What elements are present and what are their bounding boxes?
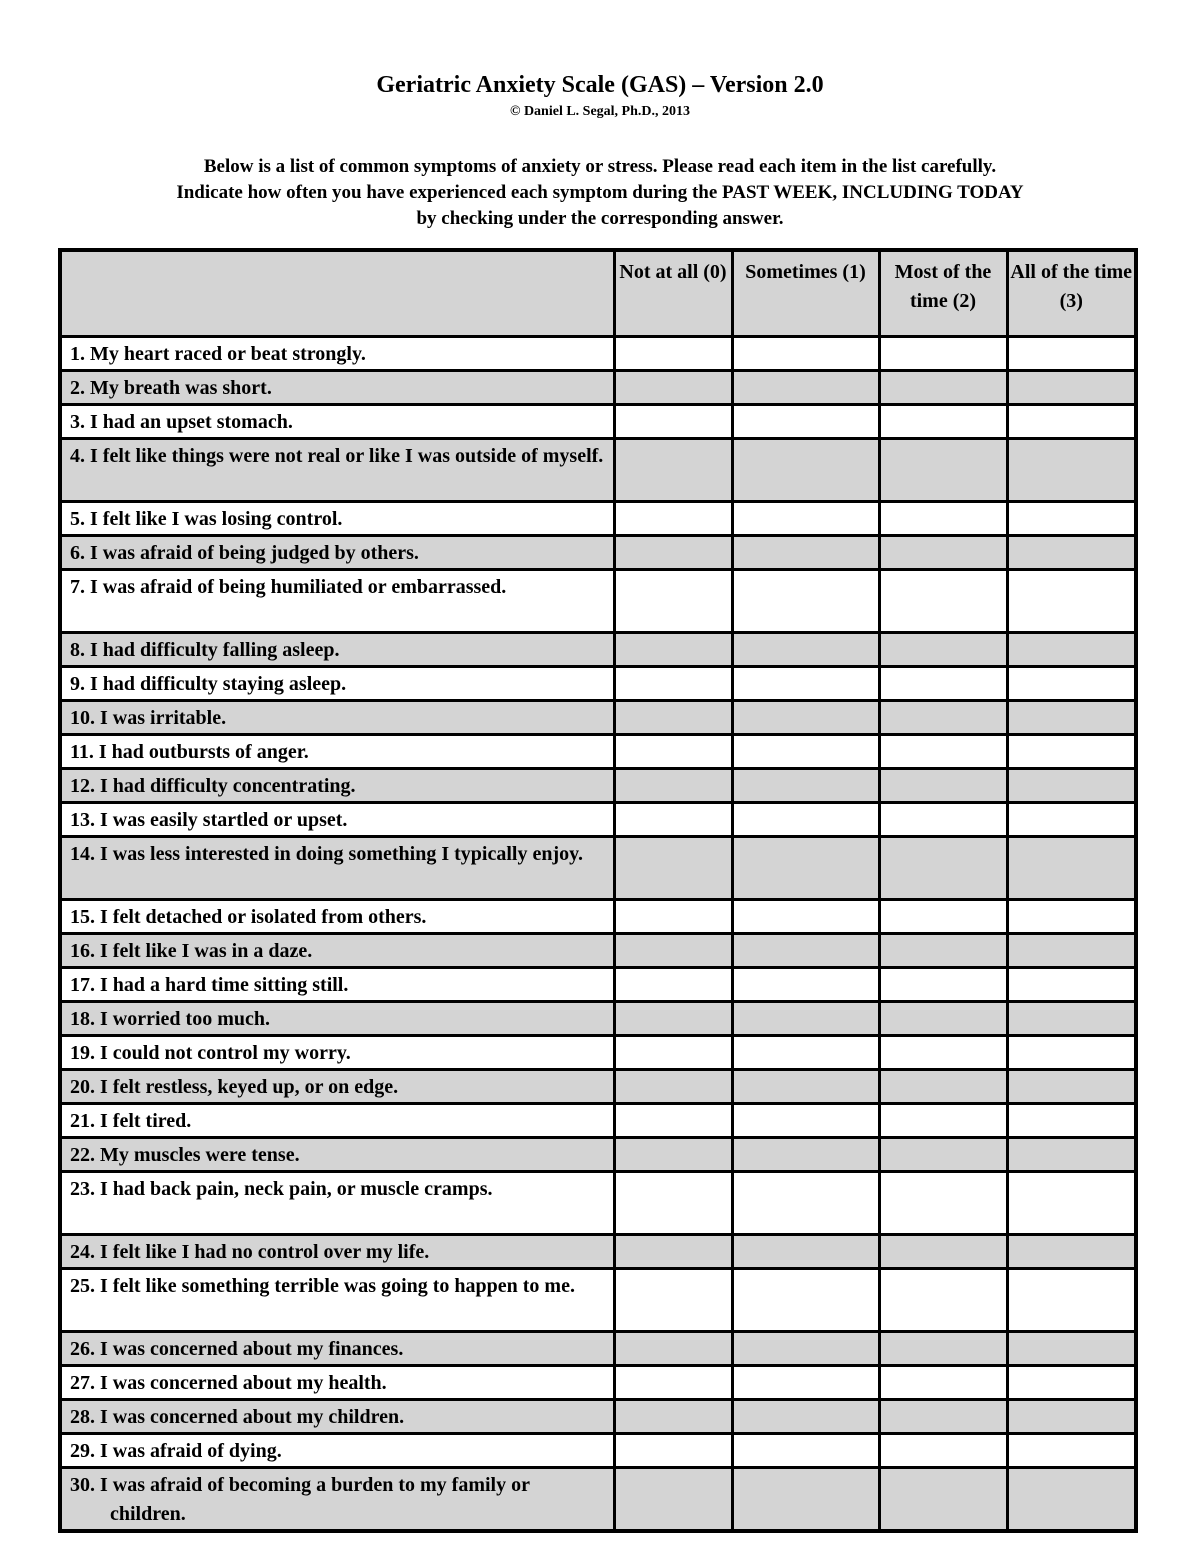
item-row — [60, 404, 1136, 438]
answer-sometimes[interactable] — [732, 1433, 879, 1467]
form-title: Geriatric Anxiety Scale (GAS) – Version 2.0 — [376, 72, 824, 98]
answer-all-of-the-time[interactable] — [1007, 700, 1136, 734]
answer-most-of-the-time[interactable] — [879, 501, 1007, 535]
item-cell — [60, 438, 614, 501]
answer-all-of-the-time[interactable] — [1007, 967, 1136, 1001]
header-all-of-the-time: All of the time (3) — [1007, 250, 1136, 336]
answer-sometimes[interactable] — [732, 700, 879, 734]
item-cell — [60, 836, 614, 899]
item-text: 24. I felt like I had no control over my life. — [70, 1240, 430, 1263]
answer-all-of-the-time[interactable] — [1007, 535, 1136, 569]
answer-sometimes[interactable] — [732, 666, 879, 700]
header-not-at-all: Not at all (0) — [614, 250, 732, 336]
item-cell — [60, 569, 614, 632]
answer-not-at-all[interactable] — [614, 535, 732, 569]
answer-not-at-all[interactable] — [614, 933, 732, 967]
item-text: 19. I could not control my worry. — [70, 1041, 351, 1064]
answer-all-of-the-time[interactable] — [1007, 768, 1136, 802]
item-row — [60, 1467, 1136, 1531]
item-text: 18. I worried too much. — [70, 1007, 270, 1030]
answer-not-at-all[interactable] — [614, 1001, 732, 1035]
answer-all-of-the-time[interactable] — [1007, 569, 1136, 632]
answer-not-at-all[interactable] — [614, 632, 732, 666]
instructions — [60, 154, 1140, 232]
item-cell — [60, 1365, 614, 1399]
item-row — [60, 569, 1136, 632]
item-row — [60, 336, 1136, 370]
answer-not-at-all[interactable] — [614, 700, 732, 734]
answer-sometimes[interactable] — [732, 1035, 879, 1069]
answer-sometimes[interactable] — [732, 1001, 879, 1035]
answer-most-of-the-time[interactable] — [879, 438, 1007, 501]
item-cell — [60, 666, 614, 700]
instructions-line-1: Below is a list of common symptoms of anxiety or stress. Please read each item in the list carefully. — [203, 156, 997, 177]
answer-most-of-the-time[interactable] — [879, 1035, 1007, 1069]
item-row — [60, 836, 1136, 899]
answer-sometimes[interactable] — [732, 1171, 879, 1234]
item-cell — [60, 967, 614, 1001]
item-row — [60, 370, 1136, 404]
answer-sometimes[interactable] — [732, 1103, 879, 1137]
answer-not-at-all[interactable] — [614, 1137, 732, 1171]
answer-all-of-the-time[interactable] — [1007, 1331, 1136, 1365]
item-cell — [60, 535, 614, 569]
answer-most-of-the-time[interactable] — [879, 836, 1007, 899]
header-item-column — [60, 250, 614, 336]
item-row — [60, 1268, 1136, 1331]
item-row — [60, 768, 1136, 802]
answer-all-of-the-time[interactable] — [1007, 370, 1136, 404]
item-text: 9. I had difficulty staying asleep. — [70, 672, 347, 695]
answer-not-at-all[interactable] — [614, 1035, 732, 1069]
item-text: 26. I was concerned about my finances. — [70, 1337, 404, 1360]
answer-sometimes[interactable] — [732, 768, 879, 802]
answer-sometimes[interactable] — [732, 404, 879, 438]
item-row — [60, 1137, 1136, 1171]
answer-not-at-all[interactable] — [614, 1234, 732, 1268]
answer-all-of-the-time[interactable] — [1007, 1103, 1136, 1137]
answer-most-of-the-time[interactable] — [879, 933, 1007, 967]
answer-sometimes[interactable] — [732, 438, 879, 501]
answer-all-of-the-time[interactable] — [1007, 1234, 1136, 1268]
item-text: 29. I was afraid of dying. — [70, 1439, 282, 1462]
copyright-line: © Daniel L. Segal, Ph.D., 2013 — [509, 104, 691, 119]
answer-most-of-the-time[interactable] — [879, 404, 1007, 438]
answer-most-of-the-time[interactable] — [879, 1433, 1007, 1467]
answer-not-at-all[interactable] — [614, 1069, 732, 1103]
item-text: 10. I was irritable. — [70, 706, 227, 729]
answer-sometimes[interactable] — [732, 967, 879, 1001]
item-row — [60, 1234, 1136, 1268]
answer-sometimes[interactable] — [732, 370, 879, 404]
answer-all-of-the-time[interactable] — [1007, 1171, 1136, 1234]
item-row — [60, 535, 1136, 569]
item-cell — [60, 1001, 614, 1035]
answer-sometimes[interactable] — [732, 836, 879, 899]
item-row — [60, 1365, 1136, 1399]
item-text: 23. I had back pain, neck pain, or muscle cramps. — [70, 1177, 493, 1200]
answer-not-at-all[interactable] — [614, 768, 732, 802]
item-cell — [60, 768, 614, 802]
item-cell — [60, 1069, 614, 1103]
answer-most-of-the-time[interactable] — [879, 632, 1007, 666]
header-most-of-the-time: Most of the time (2) — [879, 250, 1007, 336]
item-cell — [60, 802, 614, 836]
item-row — [60, 1331, 1136, 1365]
item-row — [60, 802, 1136, 836]
item-text: 15. I felt detached or isolated from others. — [70, 905, 427, 928]
answer-sometimes[interactable] — [732, 899, 879, 933]
answer-not-at-all[interactable] — [614, 501, 732, 535]
answer-most-of-the-time[interactable] — [879, 1171, 1007, 1234]
answer-not-at-all[interactable] — [614, 370, 732, 404]
answer-all-of-the-time[interactable] — [1007, 1035, 1136, 1069]
anxiety-scale-table — [58, 248, 1138, 1533]
answer-not-at-all[interactable] — [614, 1103, 732, 1137]
item-cell — [60, 336, 614, 370]
item-text: 2. My breath was short. — [70, 376, 272, 399]
item-cell — [60, 1467, 614, 1531]
item-cell — [60, 1103, 614, 1137]
answer-all-of-the-time[interactable] — [1007, 1137, 1136, 1171]
header-row — [60, 250, 1136, 336]
item-text: 7. I was afraid of being humiliated or embarrassed. — [70, 575, 507, 598]
answer-sometimes[interactable] — [732, 734, 879, 768]
item-text: 8. I had difficulty falling asleep. — [70, 638, 340, 661]
answer-sometimes[interactable] — [732, 1069, 879, 1103]
item-cell — [60, 632, 614, 666]
answer-sometimes[interactable] — [732, 501, 879, 535]
answer-most-of-the-time[interactable] — [879, 569, 1007, 632]
answer-most-of-the-time[interactable] — [879, 967, 1007, 1001]
answer-all-of-the-time[interactable] — [1007, 1001, 1136, 1035]
answer-all-of-the-time[interactable] — [1007, 802, 1136, 836]
instructions-line-3: by checking under the corresponding answer. — [416, 208, 784, 229]
answer-not-at-all[interactable] — [614, 569, 732, 632]
item-row — [60, 438, 1136, 501]
answer-not-at-all[interactable] — [614, 1467, 732, 1531]
item-cell — [60, 501, 614, 535]
item-text: 6. I was afraid of being judged by others. — [70, 541, 419, 564]
answer-sometimes[interactable] — [732, 1331, 879, 1365]
answer-most-of-the-time[interactable] — [879, 734, 1007, 768]
answer-not-at-all[interactable] — [614, 1433, 732, 1467]
item-cell — [60, 1234, 614, 1268]
item-text: 11. I had outbursts of anger. — [70, 740, 309, 763]
item-cell — [60, 1268, 614, 1331]
answer-most-of-the-time[interactable] — [879, 899, 1007, 933]
item-row — [60, 933, 1136, 967]
item-cell — [60, 1137, 614, 1171]
answer-sometimes[interactable] — [732, 802, 879, 836]
answer-sometimes[interactable] — [732, 535, 879, 569]
header-sometimes: Sometimes (1) — [732, 250, 879, 336]
item-cell — [60, 1035, 614, 1069]
item-row — [60, 1433, 1136, 1467]
item-text: 5. I felt like I was losing control. — [70, 507, 343, 530]
answer-all-of-the-time[interactable] — [1007, 836, 1136, 899]
item-row — [60, 501, 1136, 535]
item-text: 14. I was less interested in doing something I typically enjoy. — [70, 842, 583, 865]
answer-not-at-all[interactable] — [614, 438, 732, 501]
item-row — [60, 666, 1136, 700]
answer-most-of-the-time[interactable] — [879, 666, 1007, 700]
item-text: 3. I had an upset stomach. — [70, 410, 293, 433]
item-text: 20. I felt restless, keyed up, or on edge. — [70, 1075, 399, 1098]
answer-not-at-all[interactable] — [614, 404, 732, 438]
item-row — [60, 967, 1136, 1001]
answer-not-at-all[interactable] — [614, 1365, 732, 1399]
item-cell — [60, 933, 614, 967]
answer-most-of-the-time[interactable] — [879, 1103, 1007, 1137]
answer-most-of-the-time[interactable] — [879, 1234, 1007, 1268]
item-text: 22. My muscles were tense. — [70, 1143, 300, 1166]
item-row — [60, 734, 1136, 768]
answer-not-at-all[interactable] — [614, 836, 732, 899]
answer-all-of-the-time[interactable] — [1007, 1433, 1136, 1467]
answer-most-of-the-time[interactable] — [879, 1365, 1007, 1399]
item-cell — [60, 1399, 614, 1433]
answer-sometimes[interactable] — [732, 1268, 879, 1331]
item-text: 30. I was afraid of becoming a burden to my family or children. — [70, 1473, 530, 1525]
item-text: 4. I felt like things were not real or like I was outside of myself. — [70, 444, 604, 467]
answer-sometimes[interactable] — [732, 1234, 879, 1268]
item-row — [60, 632, 1136, 666]
answer-all-of-the-time[interactable] — [1007, 666, 1136, 700]
answer-most-of-the-time[interactable] — [879, 700, 1007, 734]
answer-most-of-the-time[interactable] — [879, 336, 1007, 370]
item-row — [60, 1001, 1136, 1035]
item-cell — [60, 899, 614, 933]
answer-most-of-the-time[interactable] — [879, 1001, 1007, 1035]
item-cell — [60, 1331, 614, 1365]
instructions-line-2: Indicate how often you have experienced each symptom during the PAST WEEK, INCLUDING TODAY — [176, 182, 1024, 203]
item-row — [60, 899, 1136, 933]
answer-most-of-the-time[interactable] — [879, 370, 1007, 404]
answer-all-of-the-time[interactable] — [1007, 899, 1136, 933]
answer-sometimes[interactable] — [732, 632, 879, 666]
answer-most-of-the-time[interactable] — [879, 1268, 1007, 1331]
answer-most-of-the-time[interactable] — [879, 802, 1007, 836]
answer-not-at-all[interactable] — [614, 666, 732, 700]
answer-all-of-the-time[interactable] — [1007, 933, 1136, 967]
answer-all-of-the-time[interactable] — [1007, 1268, 1136, 1331]
item-row — [60, 1171, 1136, 1234]
answer-sometimes[interactable] — [732, 1365, 879, 1399]
answer-most-of-the-time[interactable] — [879, 768, 1007, 802]
answer-all-of-the-time[interactable] — [1007, 1365, 1136, 1399]
answer-all-of-the-time[interactable] — [1007, 404, 1136, 438]
item-text: 17. I had a hard time sitting still. — [70, 973, 349, 996]
item-text: 13. I was easily startled or upset. — [70, 808, 348, 831]
answer-sometimes[interactable] — [732, 1399, 879, 1433]
answer-most-of-the-time[interactable] — [879, 1069, 1007, 1103]
answer-most-of-the-time[interactable] — [879, 535, 1007, 569]
answer-most-of-the-time[interactable] — [879, 1137, 1007, 1171]
answer-sometimes[interactable] — [732, 1467, 879, 1531]
answer-all-of-the-time[interactable] — [1007, 1467, 1136, 1531]
answer-all-of-the-time[interactable] — [1007, 501, 1136, 535]
answer-not-at-all[interactable] — [614, 1331, 732, 1365]
answer-not-at-all[interactable] — [614, 967, 732, 1001]
item-row — [60, 1103, 1136, 1137]
answer-all-of-the-time[interactable] — [1007, 1399, 1136, 1433]
item-row — [60, 1399, 1136, 1433]
answer-not-at-all[interactable] — [614, 1399, 732, 1433]
answer-not-at-all[interactable] — [614, 1268, 732, 1331]
answer-not-at-all[interactable] — [614, 802, 732, 836]
item-row — [60, 1069, 1136, 1103]
item-cell — [60, 404, 614, 438]
answer-most-of-the-time[interactable] — [879, 1399, 1007, 1433]
answer-most-of-the-time[interactable] — [879, 1331, 1007, 1365]
answer-most-of-the-time[interactable] — [879, 1467, 1007, 1531]
item-text: 25. I felt like something terrible was going to happen to me. — [70, 1274, 575, 1297]
item-text: 28. I was concerned about my children. — [70, 1405, 405, 1428]
answer-not-at-all[interactable] — [614, 899, 732, 933]
answer-all-of-the-time[interactable] — [1007, 1069, 1136, 1103]
item-text: 21. I felt tired. — [70, 1109, 192, 1132]
answer-sometimes[interactable] — [732, 933, 879, 967]
answer-all-of-the-time[interactable] — [1007, 632, 1136, 666]
answer-sometimes[interactable] — [732, 336, 879, 370]
answer-all-of-the-time[interactable] — [1007, 336, 1136, 370]
item-cell — [60, 700, 614, 734]
item-text: 1. My heart raced or beat strongly. — [70, 342, 366, 365]
item-text: 27. I was concerned about my health. — [70, 1371, 387, 1394]
item-cell — [60, 1433, 614, 1467]
item-cell — [60, 1171, 614, 1234]
item-text: 16. I felt like I was in a daze. — [70, 939, 313, 962]
answer-not-at-all[interactable] — [614, 336, 732, 370]
item-row — [60, 1035, 1136, 1069]
item-cell — [60, 734, 614, 768]
answer-sometimes[interactable] — [732, 569, 879, 632]
answer-all-of-the-time[interactable] — [1007, 734, 1136, 768]
item-row — [60, 700, 1136, 734]
answer-all-of-the-time[interactable] — [1007, 438, 1136, 501]
answer-not-at-all[interactable] — [614, 1171, 732, 1234]
item-cell — [60, 370, 614, 404]
item-text: 12. I had difficulty concentrating. — [70, 774, 356, 797]
answer-sometimes[interactable] — [732, 1137, 879, 1171]
answer-not-at-all[interactable] — [614, 734, 732, 768]
